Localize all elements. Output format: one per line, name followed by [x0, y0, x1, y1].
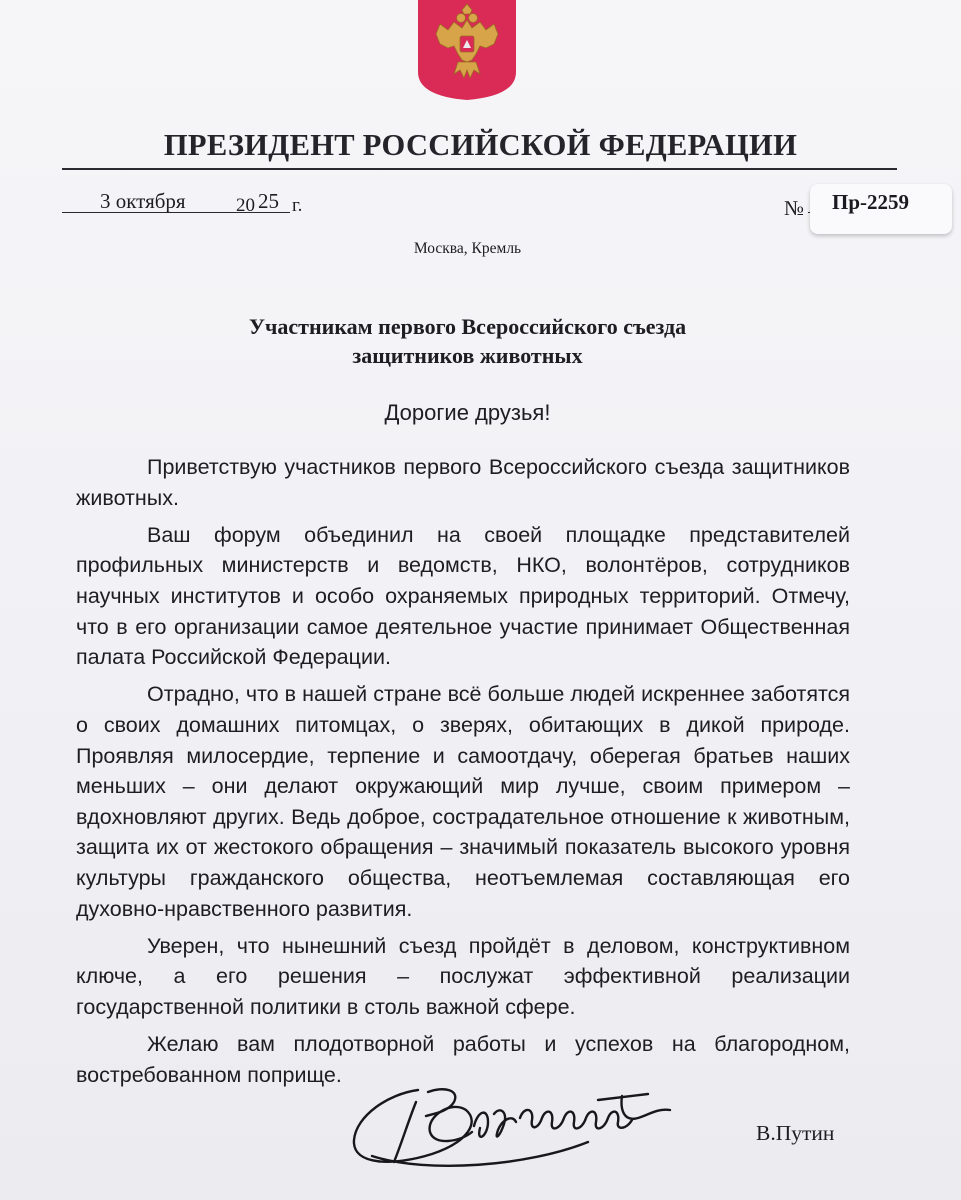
document-number: Пр-2259 [832, 190, 910, 214]
greeting: Дорогие друзья! [384, 400, 551, 425]
letter-body [76, 452, 850, 1097]
date-year-prefix: 20 [236, 195, 255, 216]
addressee [0, 312, 935, 370]
signer-name: В.Путин [756, 1121, 835, 1145]
heading-rule [62, 168, 897, 170]
russian-coat-of-arms-icon [418, 0, 516, 100]
number-sign: № [784, 196, 805, 220]
date-year-unit: г. [292, 195, 303, 216]
document-heading: ПРЕЗИДЕНТ РОССИЙСКОЙ ФЕДЕРАЦИИ [163, 128, 798, 162]
paragraph-1: Приветствую участников первого Всероссийского съезда защитников животных. [76, 455, 850, 510]
place-of-issue: Москва, Кремль [413, 240, 522, 257]
addressee-line-2: защитников животных [352, 343, 583, 368]
paragraph-5: Желаю вам плодотворной работы и успехов на благородном, востребованном поприще. [76, 1032, 850, 1087]
paragraph-3: Отрадно, что в нашей стране всё больше людей искреннее заботятся о своих домашних питомцах, о зверях, обитающих в дикой природе. Проявляя милосердие, терпение и самоотдачу, оберегая братьев наших меньших – они делают окружающий мир лучше, своим примером – вдохновляют других. Ведь доброе, сострадательное отношение к животным, защита их от жестокого обращения – значимый показатель высокого уровня культуры гражданского общества, неотъемлемая составляющая его духовно-нравственного развития. [76, 682, 850, 921]
date-day: 3 октября [100, 189, 186, 213]
paragraph-4: Уверен, что нынешний съезд пройдёт в деловом, конструктивном ключе, а его решения – послужат эффективной реализации государственной политики в столь важной сфере. [76, 933, 850, 1019]
handwritten-signature-icon [348, 1070, 688, 1180]
paragraph-2: Ваш форум объединил на своей площадке представителей профильных министерств и ведомств, НКО, волонтёров, сотрудников научных институтов и особо охраняемых природных территорий. Отмечу, что в его организации самое деятельное участие принимает Общественная палата Российской Федерации. [76, 522, 850, 670]
date-year-suffix: 25 [258, 189, 279, 213]
addressee-line-1: Участникам первого Всероссийского съезда [248, 314, 687, 339]
